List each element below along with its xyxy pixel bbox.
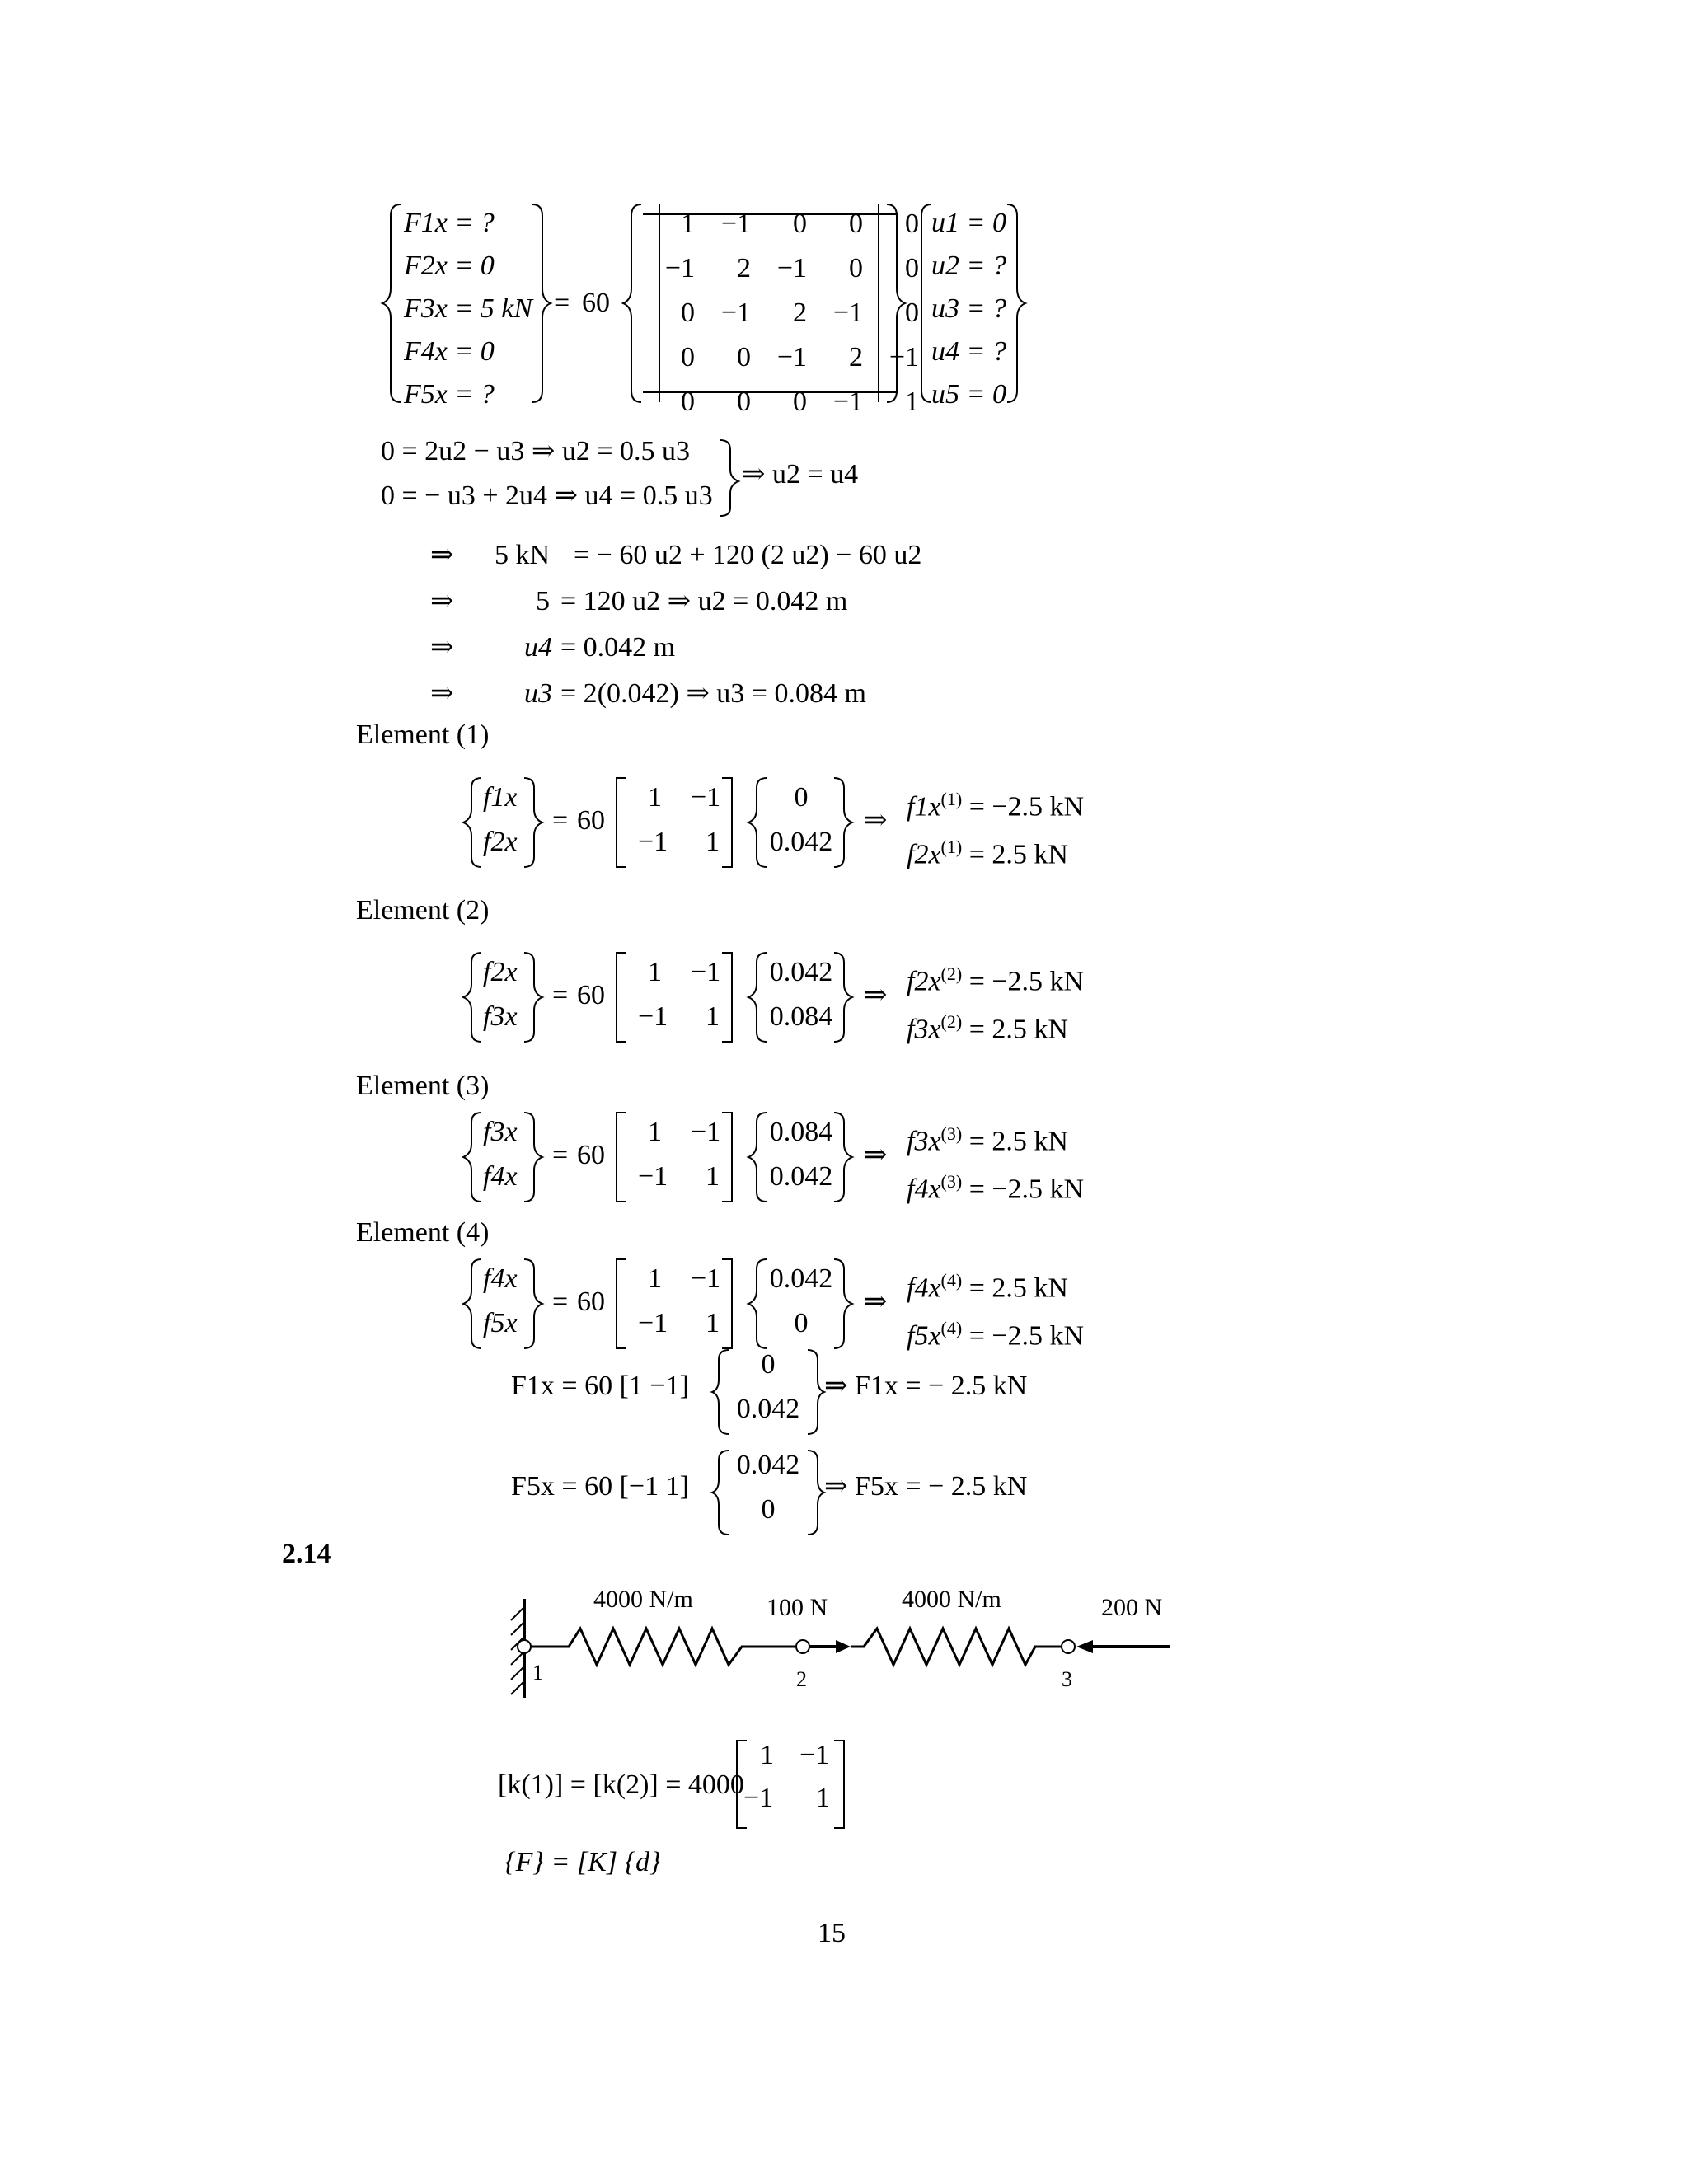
d-bot: 0.042: [769, 827, 833, 857]
force-entry: F3x = 5 kN: [404, 293, 533, 324]
reaction-f1x-result: ⇒ F1x = − 2.5 kN: [824, 1371, 1028, 1401]
element-equation: [462, 775, 1121, 874]
result-label: f2x: [907, 966, 941, 997]
result-label: f3x: [907, 1126, 941, 1157]
system-multiplier: 60: [582, 288, 610, 318]
k-cell: −1: [691, 1117, 721, 1147]
element-result-top: [907, 1118, 1068, 1158]
matrix-cell: 0: [905, 298, 919, 328]
element-heading: Element (1): [356, 719, 490, 750]
matrix-cell: −1: [832, 298, 863, 328]
result-sup: (4): [940, 1318, 963, 1338]
matrix-row: [645, 246, 920, 291]
matrix-row: [645, 291, 920, 335]
matrix-cell: 0: [849, 253, 863, 284]
d-top: 0.042: [769, 957, 833, 987]
element-heading: Element (3): [356, 1071, 490, 1101]
force-entry: F4x = 0: [404, 336, 495, 367]
element-result-top: [907, 783, 1084, 823]
result-label: f1x: [907, 791, 941, 823]
displacement-vector: [931, 202, 1006, 416]
element-f-top: f2x: [483, 957, 518, 987]
matrix-cell: 2: [737, 253, 751, 284]
matrix-cell: 0: [849, 209, 863, 239]
element-result-bottom: [907, 1165, 1084, 1206]
k-cell: 1: [706, 827, 720, 857]
matrix-cell: −1: [776, 253, 807, 284]
matrix-cell: −1: [889, 342, 919, 373]
k-cell: −1: [638, 1308, 668, 1338]
step-lhs: 5: [536, 586, 550, 616]
result-value: = −2.5 kN: [968, 1174, 1085, 1205]
matrix-cell: −1: [832, 387, 863, 417]
load-end-label: 200 N: [1101, 1594, 1163, 1621]
reaction-f1x-v-bot: 0.042: [736, 1394, 800, 1424]
step-arrow: ⇒: [430, 540, 454, 570]
matrix-cell: 0: [905, 253, 919, 284]
k-cell: −1: [691, 1263, 721, 1294]
result-label: f2x: [907, 839, 941, 870]
k-cell: −1: [691, 957, 721, 987]
step-lhs: 5 kN: [495, 540, 551, 570]
k-cell: 1: [648, 957, 662, 987]
stiffness-k-cell: −1: [743, 1783, 774, 1813]
step-rhs: = − 60 u2 + 120 (2 u2) − 60 u2: [574, 540, 922, 570]
k-cell: 1: [648, 1117, 662, 1147]
element-result-bottom: [907, 1005, 1068, 1046]
matrix-row: [645, 202, 920, 246]
element-equals: =: [552, 805, 569, 836]
element-f-bot: f3x: [483, 1001, 518, 1032]
step-lhs: u4: [524, 632, 552, 663]
step-rhs: = 120 u2 ⇒ u2 = 0.042 m: [560, 586, 848, 616]
matrix-cell: 0: [681, 298, 695, 328]
matrix-cell: 1: [681, 209, 695, 239]
d-bot: 0: [794, 1308, 809, 1338]
result-value: = −2.5 kN: [968, 1320, 1085, 1352]
k-cell: 1: [648, 1263, 662, 1294]
problem-number: 2.14: [282, 1539, 331, 1569]
d-top: 0.084: [769, 1117, 833, 1147]
result-sup: (1): [940, 837, 963, 857]
force-entry: F5x = ?: [404, 379, 495, 410]
displacement-entry: u2 = ?: [931, 251, 1006, 281]
element-f-top: f3x: [483, 1117, 518, 1147]
result-sup: (4): [940, 1270, 963, 1291]
reduction-line-2: 0 = − u3 + 2u4 ⇒ u4 = 0.5 u3: [381, 480, 713, 511]
matrix-cell: −1: [664, 253, 695, 284]
element-f-bot: f4x: [483, 1161, 518, 1192]
displacement-entry: u4 = ?: [931, 336, 1006, 367]
matrix-cell: 0: [737, 387, 751, 417]
k-cell: 1: [706, 1308, 720, 1338]
d-bot: 0.084: [769, 1001, 833, 1032]
result-value: = −2.5 kN: [968, 791, 1085, 823]
force-entry: F2x = 0: [404, 251, 495, 281]
implies-arrow: ⇒: [864, 805, 888, 836]
matrix-cell: 0: [681, 387, 695, 417]
element-equation: [462, 1256, 1121, 1355]
page-number: 15: [818, 1918, 846, 1948]
element-heading: Element (2): [356, 895, 490, 926]
displacement-entry: u5 = 0: [931, 379, 1006, 410]
matrix-cell: 0: [793, 387, 807, 417]
spring1-label: 4000 N/m: [593, 1586, 693, 1613]
stiffness-matrix: [645, 202, 920, 424]
d-top: 0.042: [769, 1263, 833, 1294]
result-value: = 2.5 kN: [968, 1272, 1068, 1304]
result-label: f4x: [907, 1272, 941, 1304]
node-label: 2: [796, 1667, 807, 1691]
step-rhs: = 2(0.042) ⇒ u3 = 0.084 m: [560, 678, 866, 709]
reaction-f1x-v-top: 0: [761, 1349, 776, 1380]
displacement-entry: u1 = 0: [931, 208, 1006, 238]
element-equals: =: [552, 1286, 569, 1317]
result-sup: (1): [940, 789, 963, 809]
element-multiplier: 60: [577, 1286, 605, 1317]
element-equation: [462, 949, 1121, 1048]
stiffness-k-cell: 1: [816, 1783, 830, 1813]
matrix-cell: −1: [720, 298, 751, 328]
step-rhs: = 0.042 m: [560, 632, 676, 663]
reaction-f5x-v-bot: 0: [761, 1494, 776, 1525]
element-result-top: [907, 958, 1084, 998]
load-mid-label: 100 N: [767, 1594, 828, 1621]
reduction-line-1: 0 = 2u2 − u3 ⇒ u2 = 0.5 u3: [381, 436, 691, 466]
element-multiplier: 60: [577, 805, 605, 836]
element-equals: =: [552, 1140, 569, 1170]
k-cell: −1: [691, 782, 721, 813]
element-heading: Element (4): [356, 1217, 490, 1248]
k-cell: 1: [706, 1001, 720, 1032]
d-bot: 0.042: [769, 1161, 833, 1192]
matrix-cell: −1: [776, 342, 807, 373]
element-f-top: f4x: [483, 1263, 518, 1294]
result-label: f4x: [907, 1174, 941, 1205]
system-equals: =: [554, 288, 570, 318]
matrix-cell: 2: [793, 298, 807, 328]
element-multiplier: 60: [577, 980, 605, 1010]
matrix-cell: 0: [793, 209, 807, 239]
implies-arrow: ⇒: [864, 1140, 888, 1170]
result-sup: (2): [940, 963, 963, 984]
stiffness-k-cell: −1: [799, 1740, 830, 1770]
result-value: = 2.5 kN: [968, 839, 1068, 870]
global-equation: {F} = [K] {d}: [504, 1847, 661, 1877]
d-top: 0: [794, 782, 809, 813]
result-sup: (2): [940, 1011, 963, 1032]
force-entry: F1x = ?: [404, 208, 495, 238]
result-value: = −2.5 kN: [968, 966, 1085, 997]
spring2-label: 4000 N/m: [902, 1586, 1001, 1613]
implies-arrow: ⇒: [864, 1286, 888, 1317]
reaction-f5x-result: ⇒ F5x = − 2.5 kN: [824, 1471, 1028, 1502]
result-sup: (3): [940, 1171, 963, 1192]
matrix-cell: −1: [720, 209, 751, 239]
k-cell: −1: [638, 827, 668, 857]
matrix-row: [645, 335, 920, 380]
reduction-result: ⇒ u2 = u4: [742, 459, 859, 490]
matrix-cell: 0: [905, 209, 919, 239]
step-lhs: u3: [524, 678, 552, 709]
result-sup: (3): [940, 1123, 963, 1144]
element-result-top: [907, 1264, 1068, 1305]
spring-diagram: [495, 1582, 1187, 1714]
spring-diagram-svg: [495, 1582, 1187, 1714]
element-f-bot: f2x: [483, 827, 518, 857]
step-arrow: ⇒: [430, 586, 454, 616]
element-equals: =: [552, 980, 569, 1010]
reaction-f1x-lhs: F1x = 60 [1 −1]: [511, 1371, 689, 1401]
matrix-cell: 1: [905, 387, 919, 417]
node-label: 1: [532, 1661, 543, 1685]
matrix-cell: 0: [737, 342, 751, 373]
element-f-top: f1x: [483, 782, 518, 813]
stiffness-equation-lhs: [k(1)] = [k(2)] = 4000: [498, 1769, 744, 1800]
node-label: 3: [1062, 1667, 1072, 1691]
result-label: f5x: [907, 1320, 941, 1352]
k-cell: 1: [706, 1161, 720, 1192]
element-result-bottom: [907, 1312, 1084, 1352]
result-value: = 2.5 kN: [968, 1014, 1068, 1045]
stiffness-matrix-table: [645, 202, 920, 424]
matrix-cell: 2: [849, 342, 863, 373]
result-value: = 2.5 kN: [968, 1126, 1068, 1157]
element-multiplier: 60: [577, 1140, 605, 1170]
k-cell: −1: [638, 1001, 668, 1032]
matrix-cell: 0: [681, 342, 695, 373]
k-cell: 1: [648, 782, 662, 813]
displacement-entry: u3 = ?: [931, 293, 1006, 324]
element-f-bot: f5x: [483, 1308, 518, 1338]
element-equation: [462, 1109, 1121, 1208]
force-vector: [404, 202, 532, 416]
reaction-f5x-lhs: F5x = 60 [−1 1]: [511, 1471, 689, 1502]
result-label: f3x: [907, 1014, 941, 1045]
k-cell: −1: [638, 1161, 668, 1192]
element-result-bottom: [907, 831, 1068, 871]
matrix-row: [645, 380, 920, 424]
step-arrow: ⇒: [430, 678, 454, 709]
step-arrow: ⇒: [430, 632, 454, 663]
reaction-f5x-v-top: 0.042: [736, 1450, 800, 1480]
reduction-brace: [717, 437, 742, 519]
implies-arrow: ⇒: [864, 980, 888, 1010]
stiffness-k-cell: 1: [760, 1740, 774, 1770]
